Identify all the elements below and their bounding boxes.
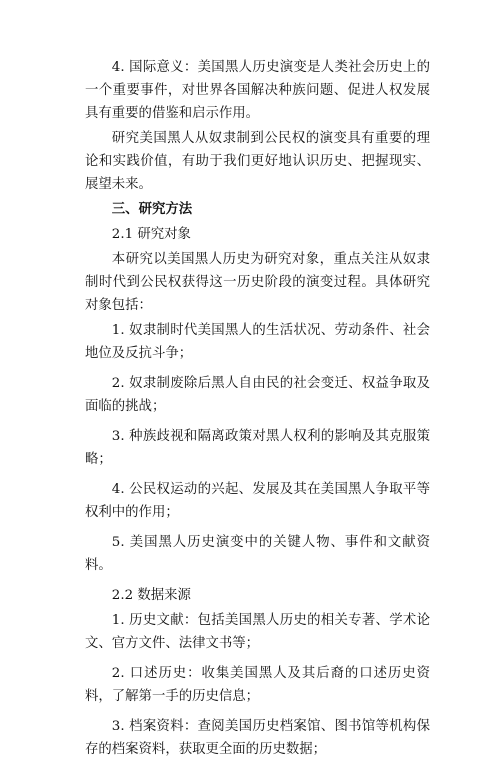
subheading-data-sources: 2.2 数据来源: [111, 588, 191, 603]
list-item-research-object-5: 5. 美国黑人历史演变中的关键人物、事件和文献资料。: [85, 535, 430, 573]
subheading-research-object: 2.1 研究对象: [111, 227, 191, 242]
list-item-research-object-4: 4. 公民权运动的兴起、发展及其在美国黑人争取平等权利中的作用；: [85, 482, 430, 520]
list-item-research-object-2: 2. 奴隶制废除后黑人自由民的社会变迁、权益争取及面临的挑战；: [85, 376, 430, 414]
document-body: [85, 56, 430, 768]
list-item-research-object-1: 1. 奴隶制时代美国黑人的生活状况、劳动条件、社会地位及反抗斗争；: [85, 323, 430, 361]
list-item-data-source-3: 3. 档案资料：查阅美国历史档案馆、图书馆等机构保存的档案资料，获取更全面的历史数据；: [85, 719, 430, 757]
list-item-data-source-1: 1. 历史文献：包括美国黑人历史的相关专著、学术论文、官方文件、法律文书等；: [85, 613, 430, 651]
paragraph-research-object: 本研究以美国黑人历史为研究对象，重点关注从奴隶制时代到公民权获得这一历史阶段的演变过程。具体研究对象包括：: [85, 252, 430, 313]
list-item-data-source-2: 2. 口述历史：收集美国黑人及其后裔的口述历史资料，了解第一手的历史信息；: [85, 666, 430, 704]
paragraph-international-significance: 4. 国际意义：美国黑人历史演变是人类社会历史上的一个重要事件，对世界各国解决种族问题、促进人权发展具有重要的借鉴和启示作用。: [85, 60, 430, 121]
paragraph-research-value: 研究美国黑人从奴隶制到公民权的演变具有重要的理论和实践价值，有助于我们更好地认识历史、把握现实、展望未来。: [85, 131, 430, 192]
section-heading-research-methods: 三、研究方法: [111, 201, 193, 217]
list-item-research-object-3: 3. 种族歧视和隔离政策对黑人权利的影响及其克服策略；: [85, 429, 430, 467]
